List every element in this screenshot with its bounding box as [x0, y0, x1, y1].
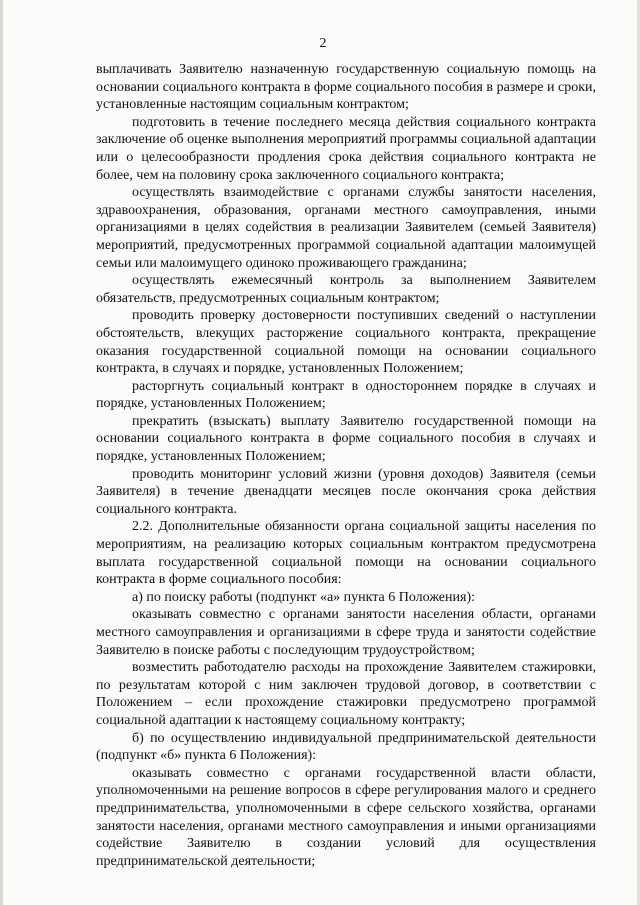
paragraph: прекратить (взыскать) выплату Заявителю государственной помощи на основании социального контракта в форме социального пособия в случаях и порядке, установленных Положением; [96, 413, 596, 465]
paragraph: возместить работодателю расходы на прохождение Заявителем стажировки, по результатам которой с ним заключен трудовой договор, в соответствии с Положением – если прохождение стажировки предусмотрено программой социальной адаптации к настоящему социальному контракту; [96, 660, 596, 728]
paragraph: осуществлять ежемесячный контроль за выполнением Заявителем обязательств, предусмотренных социальным контрактом; [96, 273, 596, 306]
paragraph: проводить проверку достоверности поступивших сведений о наступлении обстоятельств, влекущих расторжение социального контракта, прекращение оказания государственной социальной помощи на основании социального контракта, в случаях и порядке, установленных Положением; [96, 308, 596, 377]
paragraph: подготовить в течение последнего месяца действия социального контракта заключение об оценке выполнения мероприятий программы социальной адаптации или о целесообразности продления срока действия социального контракта не более, чем на половину срока заключенного социального контракта; [96, 114, 596, 183]
paragraph: оказывать совместно с органами занятости населения области, органами местного самоуправления и организациями в сфере труда и занятости содействие Заявителю в поиске работы с последующим трудоустройством; [96, 607, 596, 658]
section-paragraph: 2.2. Дополнительные обязанности органа социальной защиты населения по мероприятиям, на реализацию которых социальным контрактом предусмотрена выплата государственной социальной помощи на основании социального контракта в форме социального пособия: [96, 519, 596, 588]
subsection-heading: б) по осуществлению индивидуальной предпринимательской деятельности (подпункт «б» пункта 6 Положения): [96, 730, 596, 764]
page-number: 2 [319, 36, 327, 51]
paragraph: расторгнуть социальный контракт в одностороннем порядке в случаях и порядке, установленных Положением; [96, 378, 596, 412]
paragraph: проводить мониторинг условий жизни (уровня доходов) Заявителя (семьи Заявителя) в течение двенадцати месяцев после окончания срока действия социального контракта. [96, 466, 596, 517]
paragraph: осуществлять взаимодействие с органами службы занятости населения, здравоохранения, образования, органами местного самоуправления, иными организациями в целях содействия в реализации Заявителем (семьей Заявителя) мероприятий, предусмотренных программой социальной адаптации малоимущей семьи или малоимущего одиноко проживающего гражданина; [96, 185, 596, 271]
subsection-heading: а) по поиску работы (подпункт «а» пункта 6 Положения): [132, 589, 475, 605]
paragraph: оказывать совместно с органами государственной власти области, уполномоченными на решение вопросов в сфере регулирования малого и среднего предпринимательства, уполномоченными в сфере сельского хозяйства, органами занятости населения, органами местного самоуправления и иными организациями содействие Заявителю в создании условий для осуществления предпринимательской деятельности; [96, 765, 596, 869]
paragraph: выплачивать Заявителю назначенную государственную социальную помощь на основании социального контракта в форме социального пособия в размере и сроки, установленные настоящим социальным контрактом; [96, 62, 596, 113]
document-body [96, 61, 596, 870]
